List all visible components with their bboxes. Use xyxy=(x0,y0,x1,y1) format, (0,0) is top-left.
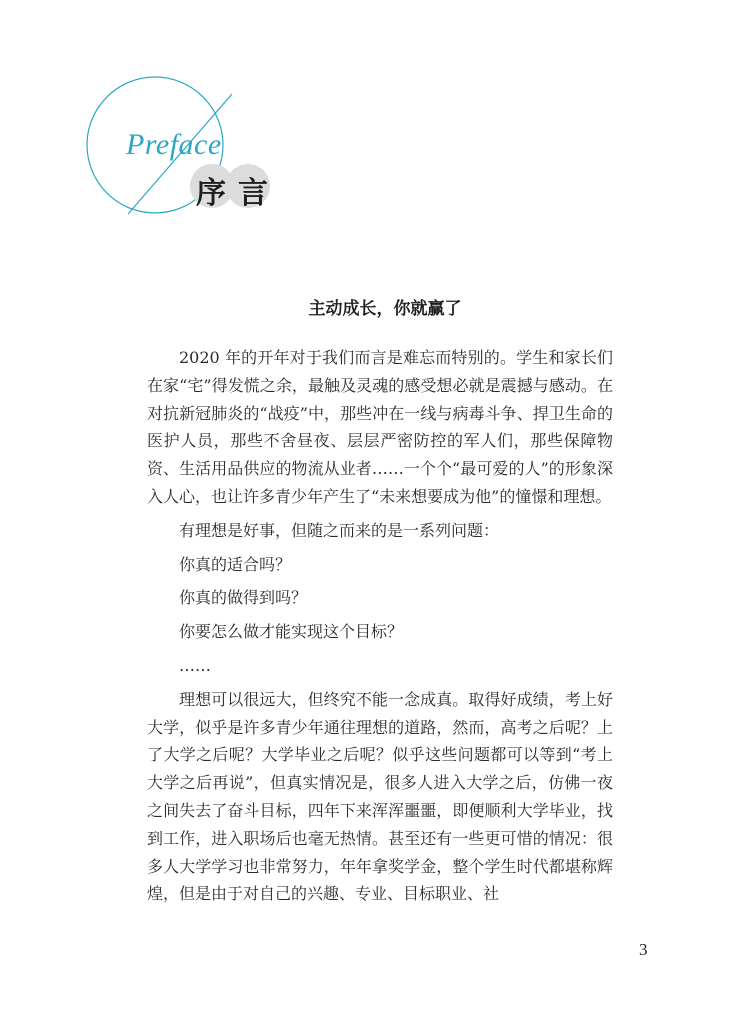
paragraph: 有理想是好事，但随之而来的是一系列问题： xyxy=(179,520,500,540)
paragraph: 2020 年的开年对于我们而言是难忘而特别的。学生和家长们在家“宅”得发慌之余，最触及灵魂的感受想必就是震撼与感动。在对抗新冠肺炎的“战疫”中，那些冲在一线与病毒斗争、捍卫生命的医护人员，那些不舍昼夜、层层严密防控的军人们，那些保障物资、生活用品供应的物流从业者……一个个“最可爱的人”的形象深入人心，也让许多青少年产生了“未来想要成为他”的憧憬和理想。 xyxy=(147,348,613,506)
section-title: 主动成长，你就赢了 xyxy=(308,299,462,319)
paragraph: 你要怎么做才能实现这个目标？ xyxy=(179,622,404,642)
paragraph: 理想可以很远大，但终究不能一念成真。取得好成绩，考上好大学，似乎是许多青少年通往理想的道路，然而，高考之后呢？上了大学之后呢？大学毕业之后呢？似乎这些问题都可以等到“考上大学之后再说”，但真实情况是，很多人进入大学之后，仿佛一夜之间失去了奋斗目标，四年下来浑浑噩噩，即便顺利大学毕业，找到工作，进入职场后也毫无热情。甚至还有一些更可惜的情况：很多人大学学习也非常努力，年年拿奖学金，整个学生时代都堪称辉煌，但是由于对自己的兴趣、专业、目标职业、社 xyxy=(147,689,613,904)
chapter-title: 序言 xyxy=(196,176,280,211)
paragraph: 你真的适合吗？ xyxy=(179,554,292,574)
preface-label: Preface xyxy=(126,128,222,161)
page-number: 3 xyxy=(639,940,648,959)
paragraph: …… xyxy=(179,655,211,675)
body-text xyxy=(147,344,613,908)
paragraph: 你真的做得到吗？ xyxy=(179,588,308,608)
